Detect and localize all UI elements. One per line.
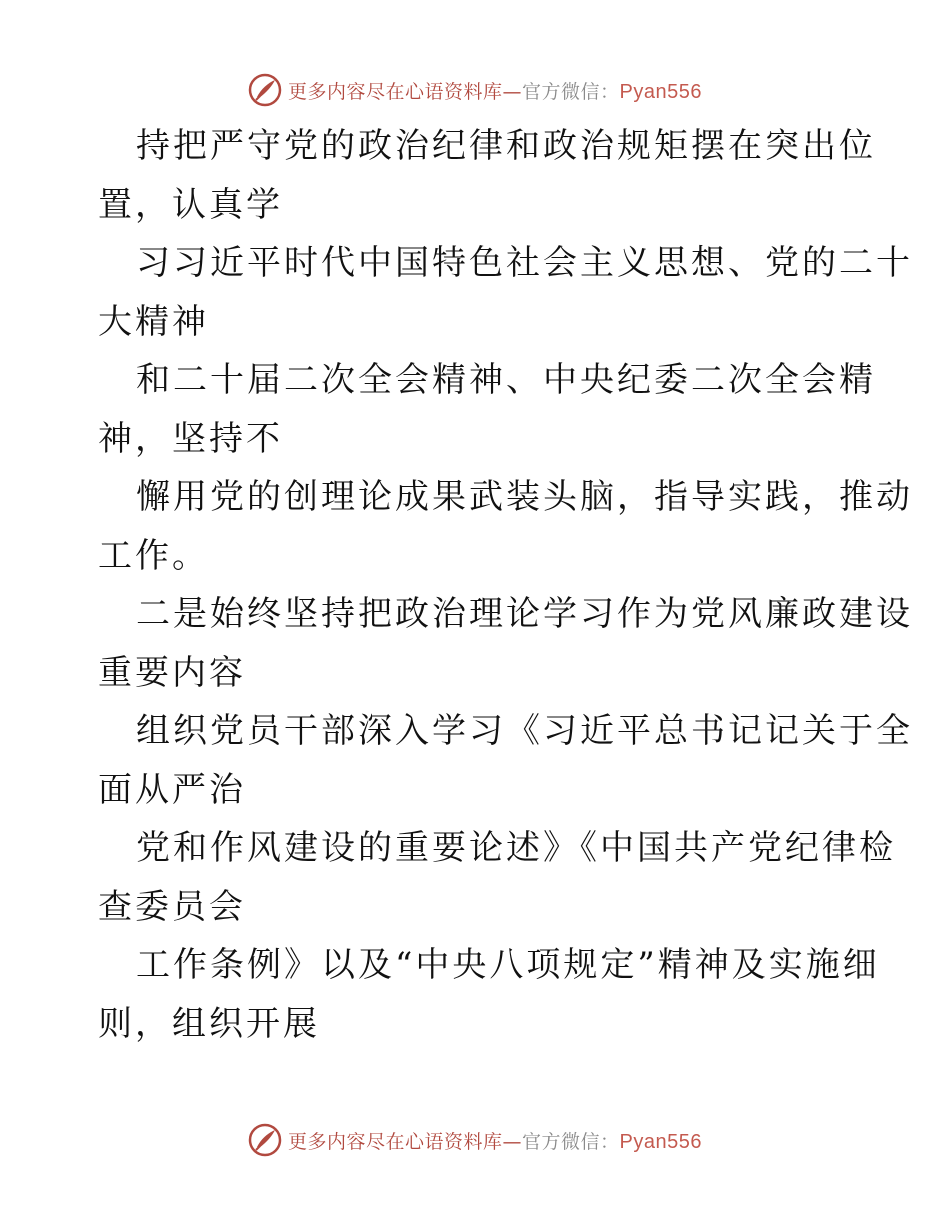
wechat-id: Pyan556 xyxy=(619,80,702,103)
text-line: 神，坚持不 xyxy=(98,418,283,459)
text-line: 和二十届二次全会精神、中央纪委二次全会精 xyxy=(136,360,876,400)
text-line: 组织党员干部深入学习《习近平总书记记关于全 xyxy=(136,711,913,751)
text-line: 面从严治 xyxy=(98,769,246,810)
text-line: 党和作风建设的重要论述》《中国共产党纪律检 xyxy=(136,828,896,868)
text-line: 懈用党的创理论成果武装头脑，指导实践，推动 xyxy=(136,477,913,517)
text-line: 大精神 xyxy=(98,301,209,342)
wechat-id: Pyan556 xyxy=(619,1130,702,1153)
text-line: 工作条例》以及“中央八项规定”精神及实施细 xyxy=(136,945,880,985)
document-body xyxy=(98,117,913,1053)
text-line: 二是始终坚持把政治理论学习作为党风廉政建设 xyxy=(136,594,913,634)
header-banner xyxy=(0,70,950,110)
text-line: 习习近平时代中国特色社会主义思想、党的二十 xyxy=(136,243,913,283)
quill-ink-logo-icon xyxy=(248,1123,282,1157)
text-line: 工作。 xyxy=(98,535,209,576)
text-line: 则，组织开展 xyxy=(98,1003,320,1044)
footer-banner xyxy=(0,1120,950,1160)
banner-text xyxy=(288,1127,702,1154)
text-line: 置，认真学 xyxy=(98,184,283,225)
banner-slogan: 更多内容尽在心语资料库— xyxy=(288,1130,523,1153)
wechat-label: 官方微信： xyxy=(522,1130,620,1153)
banner-text xyxy=(288,77,702,104)
quill-ink-logo-icon xyxy=(248,73,282,107)
text-line: 查委员会 xyxy=(98,886,246,927)
text-line: 重要内容 xyxy=(98,652,246,693)
text-line: 持把严守党的政治纪律和政治规矩摆在突出位 xyxy=(136,126,876,166)
banner-slogan: 更多内容尽在心语资料库— xyxy=(288,80,523,103)
wechat-label: 官方微信： xyxy=(522,80,620,103)
